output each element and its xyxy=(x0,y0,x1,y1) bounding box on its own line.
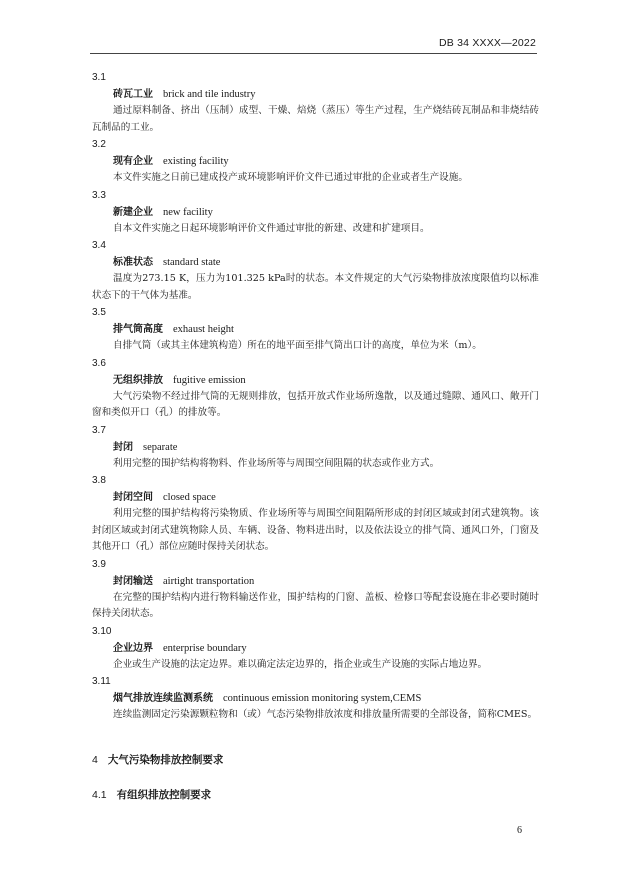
term-number: 3.7 xyxy=(92,424,106,436)
term-number: 3.2 xyxy=(92,139,106,150)
term-number: 3.8 xyxy=(92,475,106,486)
term-definition: 通过原料制备、挤出（压制）成型、干燥、焙烧（蒸压）等生产过程，生产烧结砖瓦制品和非烧结砖瓦制品的工业。 xyxy=(92,105,539,133)
term-number: 3.5 xyxy=(92,307,106,318)
term-english: fugitive emission xyxy=(173,374,246,386)
term-entry xyxy=(92,673,539,724)
term-heading xyxy=(92,254,539,271)
page-number: 6 xyxy=(517,825,522,836)
term-english: existing facility xyxy=(163,156,229,167)
term-english: airtight transportation xyxy=(163,575,255,587)
term-definition: 自排气筒（或其主体建筑构造）所在的地平面至排气筒出口计的高度，单位为米（m）。 xyxy=(113,340,482,351)
term-definition: 利用完整的围护结构将物料、作业场所等与周围空间阻隔的状态或作业方式。 xyxy=(113,457,440,469)
term-heading xyxy=(92,640,539,657)
term-definition: 在完整的围护结构内进行物料输送作业，围护结构的门窗、盖板、检修口等配套设施在非必要时随时保持关闭状态。 xyxy=(92,591,539,619)
term-heading xyxy=(92,573,539,590)
section-number: 4 xyxy=(92,754,98,766)
term-chinese: 无组织排放 xyxy=(113,374,163,386)
term-definition: 大气污染物不经过排气筒的无规则排放，包括开放式作业场所逸散，以及通过缝隙、通风口、敞开门窗和类似开口（孔）的排放等。 xyxy=(92,390,539,418)
term-entry xyxy=(92,422,539,473)
term-entry xyxy=(92,556,539,623)
term-english: exhaust height xyxy=(173,324,234,335)
term-number: 3.11 xyxy=(92,676,111,687)
term-chinese: 标准状态 xyxy=(113,257,153,268)
term-definition: 温度为273.15 K，压力为101.325 kPa时的状态。本文件规定的大气污染物排放浓度限值均以标准状态下的干气体为基准。 xyxy=(92,273,539,301)
section-heading xyxy=(92,752,223,767)
header-divider xyxy=(90,53,537,54)
term-number: 3.10 xyxy=(92,625,112,637)
term-chinese: 排气筒高度 xyxy=(113,324,163,335)
term-definition: 连续监测固定污染源颗粒物和（或）气态污染物排放浓度和排放量所需要的全部设备，简称CMES。 xyxy=(113,709,538,720)
document-code: DB 34 XXXX—2022 xyxy=(439,37,536,49)
terms-list xyxy=(92,69,539,724)
subsection-heading xyxy=(92,787,211,802)
term-english: standard state xyxy=(163,257,221,268)
section-number: 4.1 xyxy=(92,789,107,801)
term-definition: 本文件实施之日前已建成投产或环境影响评价文件已通过审批的企业或者生产设施。 xyxy=(113,172,468,183)
term-chinese: 现有企业 xyxy=(113,156,153,167)
term-chinese: 封闭空间 xyxy=(113,492,153,503)
term-entry xyxy=(92,472,539,556)
section-title: 大气污染物排放控制要求 xyxy=(107,754,224,766)
term-chinese: 企业边界 xyxy=(113,642,153,654)
term-number: 3.1 xyxy=(92,72,106,83)
term-heading xyxy=(92,489,539,506)
term-heading xyxy=(92,204,539,221)
term-definition: 自本文件实施之日起环境影响评价文件通过审批的新建、改建和扩建项目。 xyxy=(113,222,430,234)
term-entry xyxy=(92,623,539,674)
term-heading xyxy=(92,153,539,170)
term-entry xyxy=(92,237,539,304)
term-english: brick and tile industry xyxy=(163,89,256,100)
term-entry xyxy=(92,136,539,187)
term-chinese: 砖瓦工业 xyxy=(113,89,153,100)
term-chinese: 封闭 xyxy=(113,441,133,453)
term-number: 3.4 xyxy=(92,240,106,251)
term-number: 3.3 xyxy=(92,189,106,201)
term-chinese: 烟气排放连续监测系统 xyxy=(113,693,213,704)
term-english: new facility xyxy=(163,206,213,218)
term-number: 3.6 xyxy=(92,357,106,369)
term-chinese: 新建企业 xyxy=(113,206,153,218)
term-english: closed space xyxy=(163,492,216,503)
term-entry xyxy=(92,69,539,136)
term-number: 3.9 xyxy=(92,558,106,570)
term-heading xyxy=(92,86,539,103)
term-definition: 企业或生产设施的法定边界。难以确定法定边界的，指企业或生产设施的实际占地边界。 xyxy=(113,658,488,670)
term-english: continuous emission monitoring system,CEMS xyxy=(223,693,422,704)
term-entry xyxy=(92,304,539,355)
term-definition: 利用完整的围护结构将污染物质、作业场所等与周围空间阻隔所形成的封闭区域或封闭式建筑物。该封闭区域或封闭式建筑物除人员、车辆、设备、物料进出时，以及依法设立的排气筒、通风口外，门窗及其他开口（孔）部位应随时保持关闭状态。 xyxy=(92,508,539,552)
term-chinese: 封闭输送 xyxy=(113,575,153,587)
term-english: separate xyxy=(143,441,178,453)
term-heading xyxy=(92,690,539,707)
term-heading xyxy=(92,439,539,456)
term-entry xyxy=(92,355,539,422)
term-english: enterprise boundary xyxy=(163,642,247,654)
term-heading xyxy=(92,372,539,389)
term-heading xyxy=(92,321,539,338)
section-title: 有组织排放控制要求 xyxy=(116,789,212,801)
term-entry xyxy=(92,187,539,238)
